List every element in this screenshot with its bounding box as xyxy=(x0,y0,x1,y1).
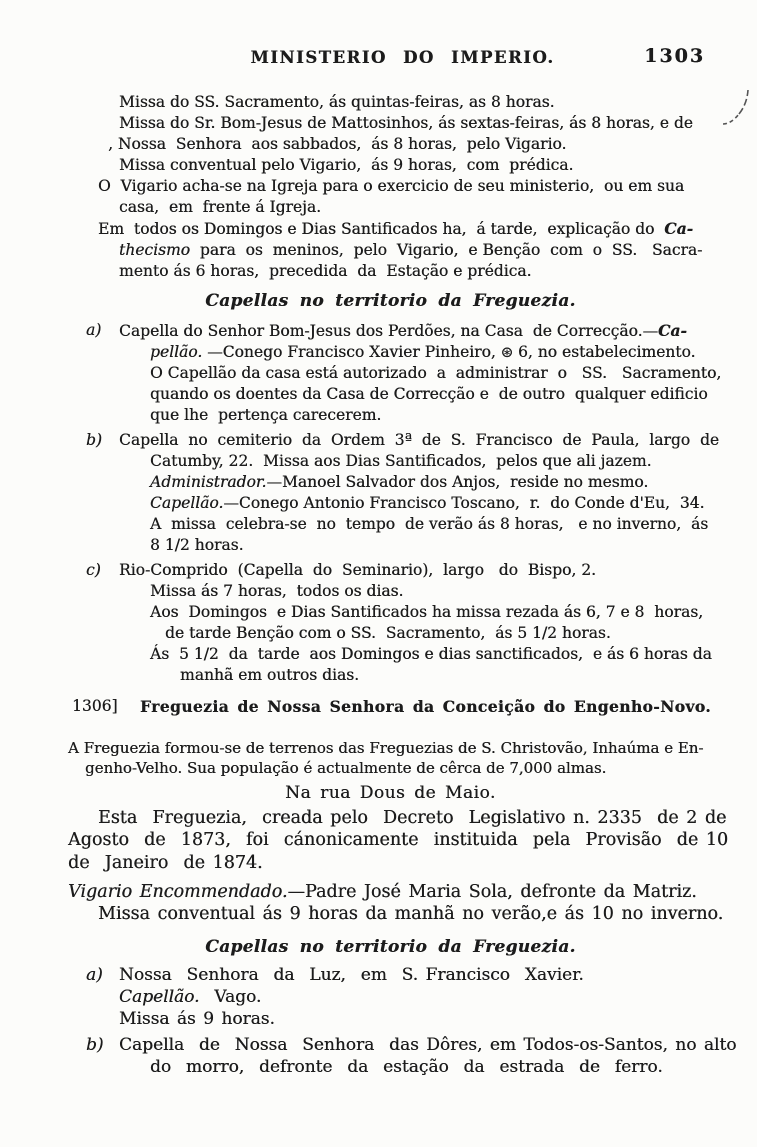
list-marker: b) xyxy=(86,431,102,449)
text-line xyxy=(68,155,713,176)
text-segment: Ás 5 1/2 da tarde aos Domingos e dias sanctificados, e ás 6 horas da xyxy=(150,645,712,663)
text-segment: A missa celebra-se no tempo de verão ás 8 horas, e no inverno, ás xyxy=(150,515,709,533)
page-number: 1303 xyxy=(644,45,705,67)
text-line xyxy=(68,1034,737,1056)
text-segment: Capella de Nossa Senhora das Dôres, em Todos-os-Santos, no alto xyxy=(119,1035,737,1056)
text-segment: manhã em outros dias. xyxy=(180,666,360,684)
text-segment: Missa do SS. Sacramento, ás quintas-feiras, as 8 horas. xyxy=(119,93,555,111)
text-segment: Capella do Senhor Bom-Jesus dos Perdões, na Casa de Correcção.— xyxy=(119,322,659,340)
text-segment: O Vigario acha-se na Igreja para o exercicio de seu ministerio, ou em sua xyxy=(98,177,685,195)
text-line xyxy=(68,363,722,384)
text-segment: ⊛ xyxy=(500,344,514,361)
text-segment: Esta Freguezia, creada pelo Decreto Legislativo n. 2335 de 2 de xyxy=(98,808,727,828)
text-line xyxy=(68,384,713,405)
text-line xyxy=(68,829,729,851)
text-line xyxy=(68,535,713,556)
text-line xyxy=(68,1056,713,1078)
text-line xyxy=(68,197,713,218)
text-line xyxy=(68,92,713,113)
text-segment: quando os doentes da Casa de Correcção e de outro qualquer edificio xyxy=(150,385,708,403)
entry-heading xyxy=(68,696,713,717)
text-segment: Catumby, 22. Missa aos Dias Santificados, pelos que ali jazem. xyxy=(150,452,652,470)
text-line xyxy=(68,581,713,602)
text-segment: genho-Velho. Sua população é actualmente de cêrca de 7,000 almas. xyxy=(85,758,607,777)
text-segment: Nossa Senhora da Luz, em S. Francisco Xavier. xyxy=(119,965,584,986)
text-line xyxy=(68,342,713,363)
text-segment: —Padre José Maria Sola, defronte da Matriz. xyxy=(287,882,697,903)
text-segment: Missa ás 9 horas. xyxy=(119,1009,275,1030)
pen-mark xyxy=(721,86,755,130)
text-line xyxy=(68,623,713,644)
vigario-paragraph xyxy=(68,881,724,925)
text-segment: Agosto de 1873, foi cánonicamente instituida pela Provisão de 10 xyxy=(68,830,729,851)
text-line xyxy=(68,240,713,261)
text-line xyxy=(68,1008,713,1030)
entry-title: Freguezia de Nossa Senhora da Conceição do Engenho-Novo. xyxy=(140,697,712,716)
capellas-list-2 xyxy=(68,964,737,1078)
text-line xyxy=(68,852,713,874)
text-line xyxy=(68,176,713,197)
text-segment: 6, no estabelecimento. xyxy=(513,343,696,361)
list-marker: b) xyxy=(86,1035,104,1056)
text-segment: —Conego Francisco Xavier Pinheiro, xyxy=(202,343,501,361)
text-segment: Ca- xyxy=(664,219,694,238)
text-line xyxy=(68,134,713,155)
text-segment: Missa ás 7 horas, todos os dias. xyxy=(150,582,404,600)
entry-number: 1306] xyxy=(72,697,118,715)
text-line xyxy=(68,986,713,1008)
text-segment: Aos Domingos e Dias Santificados ha missa rezada ás 6, 7 e 8 horas, xyxy=(150,603,704,621)
text-line xyxy=(68,560,713,581)
text-line xyxy=(68,320,713,342)
list-marker: a) xyxy=(86,321,102,339)
text-segment: Rio-Comprido (Capella do Seminario), largo do Bispo, 2. xyxy=(119,561,596,579)
decree-paragraph xyxy=(68,807,729,874)
text-segment: Missa conventual pelo Vigario, ás 9 horas, com prédica. xyxy=(119,156,574,174)
freguezia-note xyxy=(68,739,713,778)
text-segment: thecismo xyxy=(119,241,191,259)
text-line xyxy=(68,759,713,779)
text-segment: —Manoel Salvador dos Anjos, reside no mesmo. xyxy=(266,473,649,491)
intro-paragraphs xyxy=(68,92,713,282)
text-segment: ‚ Nossa Senhora aos sabbados, ás 8 horas, pelo Vigario. xyxy=(108,135,567,153)
text-segment: Ca- xyxy=(658,321,687,340)
text-segment: de Janeiro de 1874. xyxy=(68,852,263,873)
text-line xyxy=(68,430,720,451)
text-line xyxy=(68,451,713,472)
text-line xyxy=(68,602,713,623)
text-line xyxy=(68,665,713,686)
text-segment: Missa do Sr. Bom-Jesus de Mattosinhos, ás sextas-feiras, ás 8 horas, e de xyxy=(119,114,693,132)
text-line xyxy=(68,644,713,665)
text-line xyxy=(68,113,713,134)
list-marker: a) xyxy=(86,965,103,986)
text-segment: pellão. xyxy=(150,343,203,361)
text-line xyxy=(68,964,713,986)
text-line xyxy=(68,903,724,925)
text-line xyxy=(68,472,713,493)
text-line xyxy=(68,405,713,426)
text-line xyxy=(68,261,713,282)
section-heading-capellas-2: Capellas no territorio da Freguezia. xyxy=(205,937,576,958)
text-segment: do morro, defronte da estação da estrada de ferro. xyxy=(150,1057,663,1078)
text-segment: Vago. xyxy=(199,987,262,1008)
capellas-list-1 xyxy=(68,320,722,686)
text-segment: A Freguezia formou-se de terrenos das Freguezias de S. Christovão, Inhaúma e En- xyxy=(68,739,704,757)
text-segment: Administrador. xyxy=(150,473,267,491)
street-heading: Na rua Dous de Maio. xyxy=(285,783,496,803)
text-line xyxy=(68,739,713,759)
text-segment: Capellão. xyxy=(150,494,224,512)
text-line xyxy=(68,514,713,535)
list-marker: c) xyxy=(86,561,101,579)
text-segment: mento ás 6 horas, precedida da Estação e prédica. xyxy=(119,262,532,280)
text-line xyxy=(68,218,713,240)
text-segment: Capella no cemiterio da Ordem 3ª de S. Francisco de Paula, largo de xyxy=(119,431,720,449)
text-segment: para os meninos, pelo Vigario, e Benção com o SS. Sacra- xyxy=(190,241,703,259)
text-segment: 8 1/2 horas. xyxy=(150,536,244,554)
page-header-title: MINISTERIO DO IMPERIO. xyxy=(250,48,555,67)
text-segment: —Conego Antonio Francisco Toscano, r. do Conde d'Eu, 34. xyxy=(223,494,705,512)
section-heading-capellas-1: Capellas no territorio da Freguezia. xyxy=(205,291,576,311)
text-segment: Capellão. xyxy=(119,987,200,1008)
text-line xyxy=(68,493,713,514)
text-segment: Vigario Encommendado. xyxy=(68,882,288,903)
page-header xyxy=(68,45,713,72)
text-line xyxy=(68,881,713,903)
text-segment: Em todos os Domingos e Dias Santificados ha, á tarde, explicação do xyxy=(98,220,665,238)
text-line xyxy=(68,807,727,829)
text-segment: O Capellão da casa está autorizado a administrar o SS. Sacramento, xyxy=(150,364,722,382)
text-segment: que lhe pertença carecerem. xyxy=(150,406,382,424)
text-segment: casa, em frente á Igreja. xyxy=(119,198,322,216)
text-segment: Missa conventual ás 9 horas da manhã no verão,e ás 10 no inverno. xyxy=(98,904,724,925)
text-segment: de tarde Benção com o SS. Sacramento, ás 5 1/2 horas. xyxy=(165,624,611,642)
